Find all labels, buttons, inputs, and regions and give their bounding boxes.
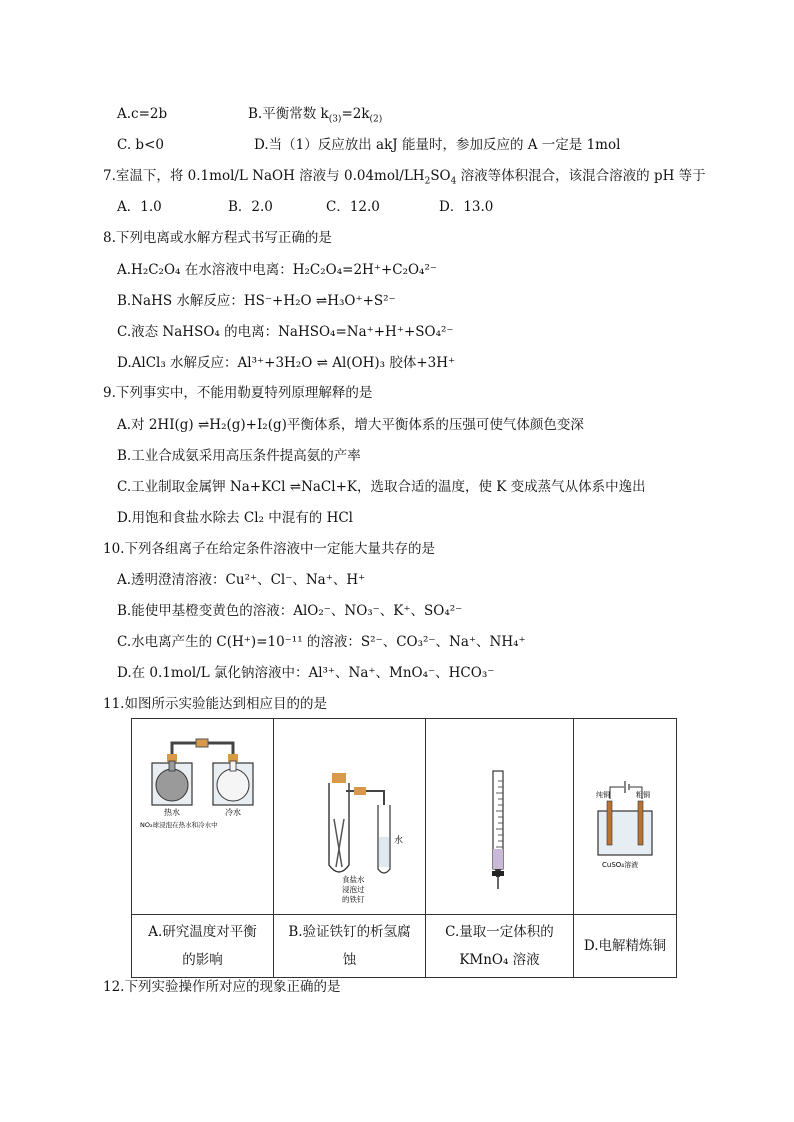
acid-burette <box>426 719 573 910</box>
q8-option-c: C.液态 NaHSO₄ 的电离：NaHSO₄=Na⁺+H⁺+SO₄²⁻ <box>117 324 454 340</box>
fig-d-solution-label: CuSO₄溶液 <box>602 861 639 869</box>
fig-c-cell <box>426 719 574 915</box>
q10-option-a: A.透明澄清溶液：Cu²⁺、Cl⁻、Na⁺、H⁺ <box>117 572 366 588</box>
q6-option-b-mid: =2k <box>341 106 370 122</box>
fig-b-nail-label-2: 浸泡过 <box>342 885 365 894</box>
q6-option-d: D.当（1）反应放出 akJ 能量时，参加反应的 A 一定是 1mol <box>254 137 621 153</box>
fig-d-right-label: 粗铜 <box>636 791 650 799</box>
fig-d-left-label: 纯铜 <box>596 791 610 799</box>
q6-option-b <box>248 105 382 123</box>
fig-b-nail-label-3: 的铁钉 <box>342 895 365 904</box>
q11-figure-table <box>131 718 677 978</box>
copper-electrolysis-apparatus <box>574 719 676 910</box>
fig-a-cold-label: 冷水 <box>225 808 241 817</box>
q9-option-d: D.用饱和食盐水除去 Cl₂ 中混有的 HCl <box>117 510 353 526</box>
q7-option-b: B．2.0 <box>228 199 273 215</box>
q6-option-c: C. b<0 <box>117 137 164 153</box>
q7-stem-part3: 溶液等体积混合，该混合溶液的 pH 等于 <box>456 168 706 184</box>
q7-stem-part1: 7.室温下，将 0.1mol/L NaOH 溶液与 0.04mol/LH <box>103 168 425 184</box>
caption-b-line2: 蚀 <box>342 952 357 968</box>
fig-d-cell <box>574 719 677 915</box>
caption-a <box>132 915 274 978</box>
fig-b-nail-label-1: 食盐水 <box>342 875 365 884</box>
fig-b-cell <box>274 719 426 915</box>
q8-stem: 8.下列电离或水解方程式书写正确的是 <box>103 230 332 246</box>
caption-a-line2: 的影响 <box>182 952 223 968</box>
q8-option-a: A.H₂C₂O₄ 在水溶液中电离：H₂C₂O₄=2H⁺+C₂O₄²⁻ <box>117 262 438 278</box>
q11-stem: 11.如图所示实验能达到相应目的的是 <box>103 696 327 712</box>
fig-a-hot-label: 热水 <box>164 808 180 817</box>
q10-stem: 10.下列各组离子在给定条件溶液中一定能大量共存的是 <box>103 541 435 557</box>
q8-option-b: B.NaHS 水解反应：HS⁻+H₂O ⇌H₃O⁺+S²⁻ <box>117 293 396 309</box>
caption-c <box>426 915 574 978</box>
fig-a-cell <box>132 719 274 915</box>
no2-balls-apparatus <box>132 719 273 910</box>
q7-stem <box>103 167 706 185</box>
q6-option-b-sub2: (2) <box>369 114 383 125</box>
caption-b-line1: B.验证铁钉的析氢腐 <box>288 924 411 940</box>
caption-a-line1: A.研究温度对平衡 <box>148 924 257 940</box>
q7-option-a: A．1.0 <box>117 199 162 215</box>
fig-b-water-label: 水 <box>394 836 404 846</box>
q9-option-b: B.工业合成氨采用高压条件提高氨的产率 <box>117 448 361 464</box>
caption-d-line1: D.电解精炼铜 <box>583 938 667 954</box>
q6-option-a: A.c=2b <box>117 106 168 122</box>
q6-option-b-sub1: (3) <box>328 114 342 125</box>
q9-stem: 9.下列事实中，不能用勒夏特列原理解释的是 <box>103 385 373 401</box>
q7-option-d: D．13.0 <box>439 199 494 215</box>
q12-stem: 12.下列实验操作所对应的现象正确的是 <box>103 979 341 995</box>
caption-c-line1: C.量取一定体积的 <box>445 924 554 940</box>
q6-option-b-prefix: B.平衡常数 k <box>248 106 329 122</box>
q9-option-c: C.工业制取金属钾 Na+KCl ⇌NaCl+K，选取合适的温度，使 K 变成蒸气从体系中逸出 <box>117 479 646 495</box>
q10-option-b: B.能使甲基橙变黄色的溶液：AlO₂⁻、NO₃⁻、K⁺、SO₄²⁻ <box>117 603 463 619</box>
q7-option-c: C．12.0 <box>326 199 380 215</box>
q8-option-d: D.AlCl₃ 水解反应：Al³⁺+3H₂O ⇌ Al(OH)₃ 胶体+3H⁺ <box>117 355 456 371</box>
q7-stem-sub2: 4 <box>450 176 457 187</box>
caption-b <box>274 915 426 978</box>
q9-option-a: A.对 2HI(g) ⇌H₂(g)+I₂(g)平衡体系，增大平衡体系的压强可使气体颜色变深 <box>117 417 584 433</box>
caption-c-line2: KMnO₄ 溶液 <box>459 952 540 968</box>
iron-nail-corrosion-apparatus <box>274 719 425 910</box>
q7-stem-sub: 2 <box>424 176 431 187</box>
q10-option-c: C.水电离产生的 C(H⁺)=10⁻¹¹ 的溶液：S²⁻、CO₃²⁻、Na⁺、NH₄⁺ <box>117 634 526 650</box>
q7-stem-part2: SO <box>430 168 451 184</box>
fig-a-note: NO₂球浸泡在热水和冷水中 <box>140 821 218 829</box>
q10-option-d: D.在 0.1mol/L 氯化钠溶液中：Al³⁺、Na⁺、MnO₄⁻、HCO₃⁻ <box>117 665 495 681</box>
caption-d <box>574 915 677 978</box>
